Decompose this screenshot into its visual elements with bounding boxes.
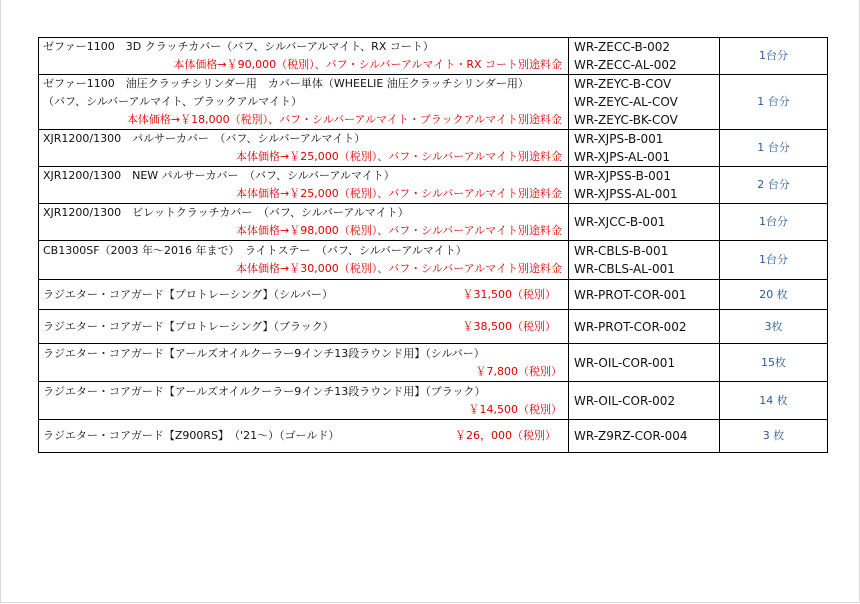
price-note: ￥7,800（税別） — [475, 364, 562, 378]
product-name: ラジエター・コアガード【Z900RS】 （'21～）（ゴールド） — [43, 429, 340, 442]
code-cell — [569, 204, 720, 241]
table-row — [39, 382, 828, 420]
quantity-cell: 3枚 — [720, 310, 828, 344]
product-name: ラジエター・コアガード【プロトレーシング】（ブラック） — [43, 319, 334, 333]
table-row — [39, 130, 828, 167]
product-code: WR-OIL-COR-001 — [574, 355, 676, 370]
product-code: WR-OIL-COR-002 — [574, 393, 676, 408]
product-name: XJR1200/1300 ビレットクラッチカバー （バフ、シルバーアルマイト） — [43, 206, 409, 219]
product-name: ゼファー1100 油圧クラッチシリンダー用 カバー単体（WHEELIE 油圧クラッチシリンダー用） — [43, 77, 529, 90]
description-cell — [39, 382, 569, 420]
price-note: 本体価格→￥25,000（税別）、バフ・シルバーアルマイト別途料金 — [236, 187, 562, 200]
quantity-cell: 1 台分 — [720, 75, 828, 130]
price-note: 本体価格→￥30,000（税別）、バフ・シルバーアルマイト別途料金 — [236, 262, 562, 275]
code-cell — [569, 310, 720, 344]
product-code: WR-Z9RZ-COR-004 — [574, 429, 688, 443]
quantity-cell: 15枚 — [720, 344, 828, 382]
table-row — [39, 38, 828, 75]
description-cell — [39, 75, 569, 130]
description-cell — [39, 241, 569, 280]
product-code: WR-ZECC-B-002 — [574, 40, 670, 54]
price-note: 本体価格→￥25,000（税別）、バフ・シルバーアルマイト別途料金 — [236, 150, 562, 163]
code-cell — [569, 382, 720, 420]
code-cell — [569, 130, 720, 167]
product-code: WR-ZECC-AL-002 — [574, 58, 677, 72]
code-cell — [569, 75, 720, 130]
table-row — [39, 310, 828, 344]
price-note: ￥26，000（税別） — [455, 429, 556, 442]
quantity-cell: 1台分 — [720, 38, 828, 75]
price-note: ￥14,500（税別） — [468, 402, 562, 416]
table-row — [39, 344, 828, 382]
description-cell — [39, 167, 569, 204]
code-cell — [569, 167, 720, 204]
product-code: WR-XJPS-B-001 — [574, 132, 664, 146]
quantity-cell: 14 枚 — [720, 382, 828, 420]
product-code: WR-XJPS-AL-001 — [574, 150, 671, 164]
price-note: ￥38,500（税別） — [462, 319, 556, 333]
quantity-cell: 1台分 — [720, 204, 828, 241]
product-name: CB1300SF（2003 年～2016 年まで） ライトステー （バフ、シルバーアルマイト） — [43, 244, 467, 257]
price-note: ￥31,500（税別） — [462, 287, 556, 301]
product-table — [38, 37, 828, 453]
product-code: WR-PROT-COR-001 — [574, 287, 687, 302]
description-cell — [39, 130, 569, 167]
product-code: WR-XJPSS-B-001 — [574, 169, 672, 183]
product-code: WR-XJPSS-AL-001 — [574, 187, 678, 201]
table-row — [39, 75, 828, 130]
code-cell — [569, 38, 720, 75]
table-row — [39, 167, 828, 204]
description-cell — [39, 204, 569, 241]
quantity-cell: 3 枚 — [720, 420, 828, 453]
product-name: XJR1200/1300 パルサーカバー （バフ、シルバーアルマイト） — [43, 132, 366, 145]
code-cell — [569, 241, 720, 280]
description-cell — [39, 344, 569, 382]
product-code: WR-CBLS-B-001 — [574, 244, 669, 258]
description-cell — [39, 280, 569, 310]
product-name: ラジエター・コアガード【アールズオイルクーラー9インチ13段ラウンド用】（シルバー） — [43, 346, 485, 360]
code-cell — [569, 280, 720, 310]
table-row — [39, 280, 828, 310]
quantity-cell: 20 枚 — [720, 280, 828, 310]
product-name: ラジエター・コアガード【プロトレーシング】（シルバー） — [43, 287, 333, 301]
product-code: WR-XJCC-B-001 — [574, 215, 666, 229]
product-code: WR-PROT-COR-002 — [574, 319, 687, 334]
product-code: WR-CBLS-AL-001 — [574, 262, 675, 276]
product-code: WR-ZEYC-AL-COV — [574, 95, 678, 109]
description-cell — [39, 420, 569, 453]
product-code: WR-ZEYC-BK-COV — [574, 113, 678, 127]
table-row — [39, 241, 828, 280]
price-note: 本体価格→￥98,000（税別）、バフ・シルバーアルマイト別途料金 — [236, 224, 562, 237]
code-cell — [569, 344, 720, 382]
code-cell — [569, 420, 720, 453]
price-note: 本体価格→￥90,000（税別）、バフ・シルバーアルマイト・RX コート別途料金 — [173, 58, 562, 71]
quantity-cell: 1 台分 — [720, 130, 828, 167]
product-name: ゼファー1100 3D クラッチカバー（バフ、シルバーアルマイト、RX コート） — [43, 40, 434, 53]
table-row — [39, 420, 828, 453]
product-name: ラジエター・コアガード【アールズオイルクーラー9インチ13段ラウンド用】（ブラック） — [43, 384, 486, 398]
product-name: XJR1200/1300 NEW パルサーカバー （バフ、シルバーアルマイト） — [43, 169, 395, 182]
product-code: WR-ZEYC-B-COV — [574, 77, 672, 91]
price-note: 本体価格→￥18,000（税別）、バフ・シルバーアルマイト・ブラックアルマイト別途料金 — [126, 113, 562, 126]
quantity-cell: 1台分 — [720, 241, 828, 280]
product-name-line-2: （バフ、シルバーアルマイト、ブラックアルマイト） — [43, 95, 302, 108]
table-row — [39, 204, 828, 241]
quantity-cell: 2 台分 — [720, 167, 828, 204]
description-cell — [39, 310, 569, 344]
description-cell — [39, 38, 569, 75]
